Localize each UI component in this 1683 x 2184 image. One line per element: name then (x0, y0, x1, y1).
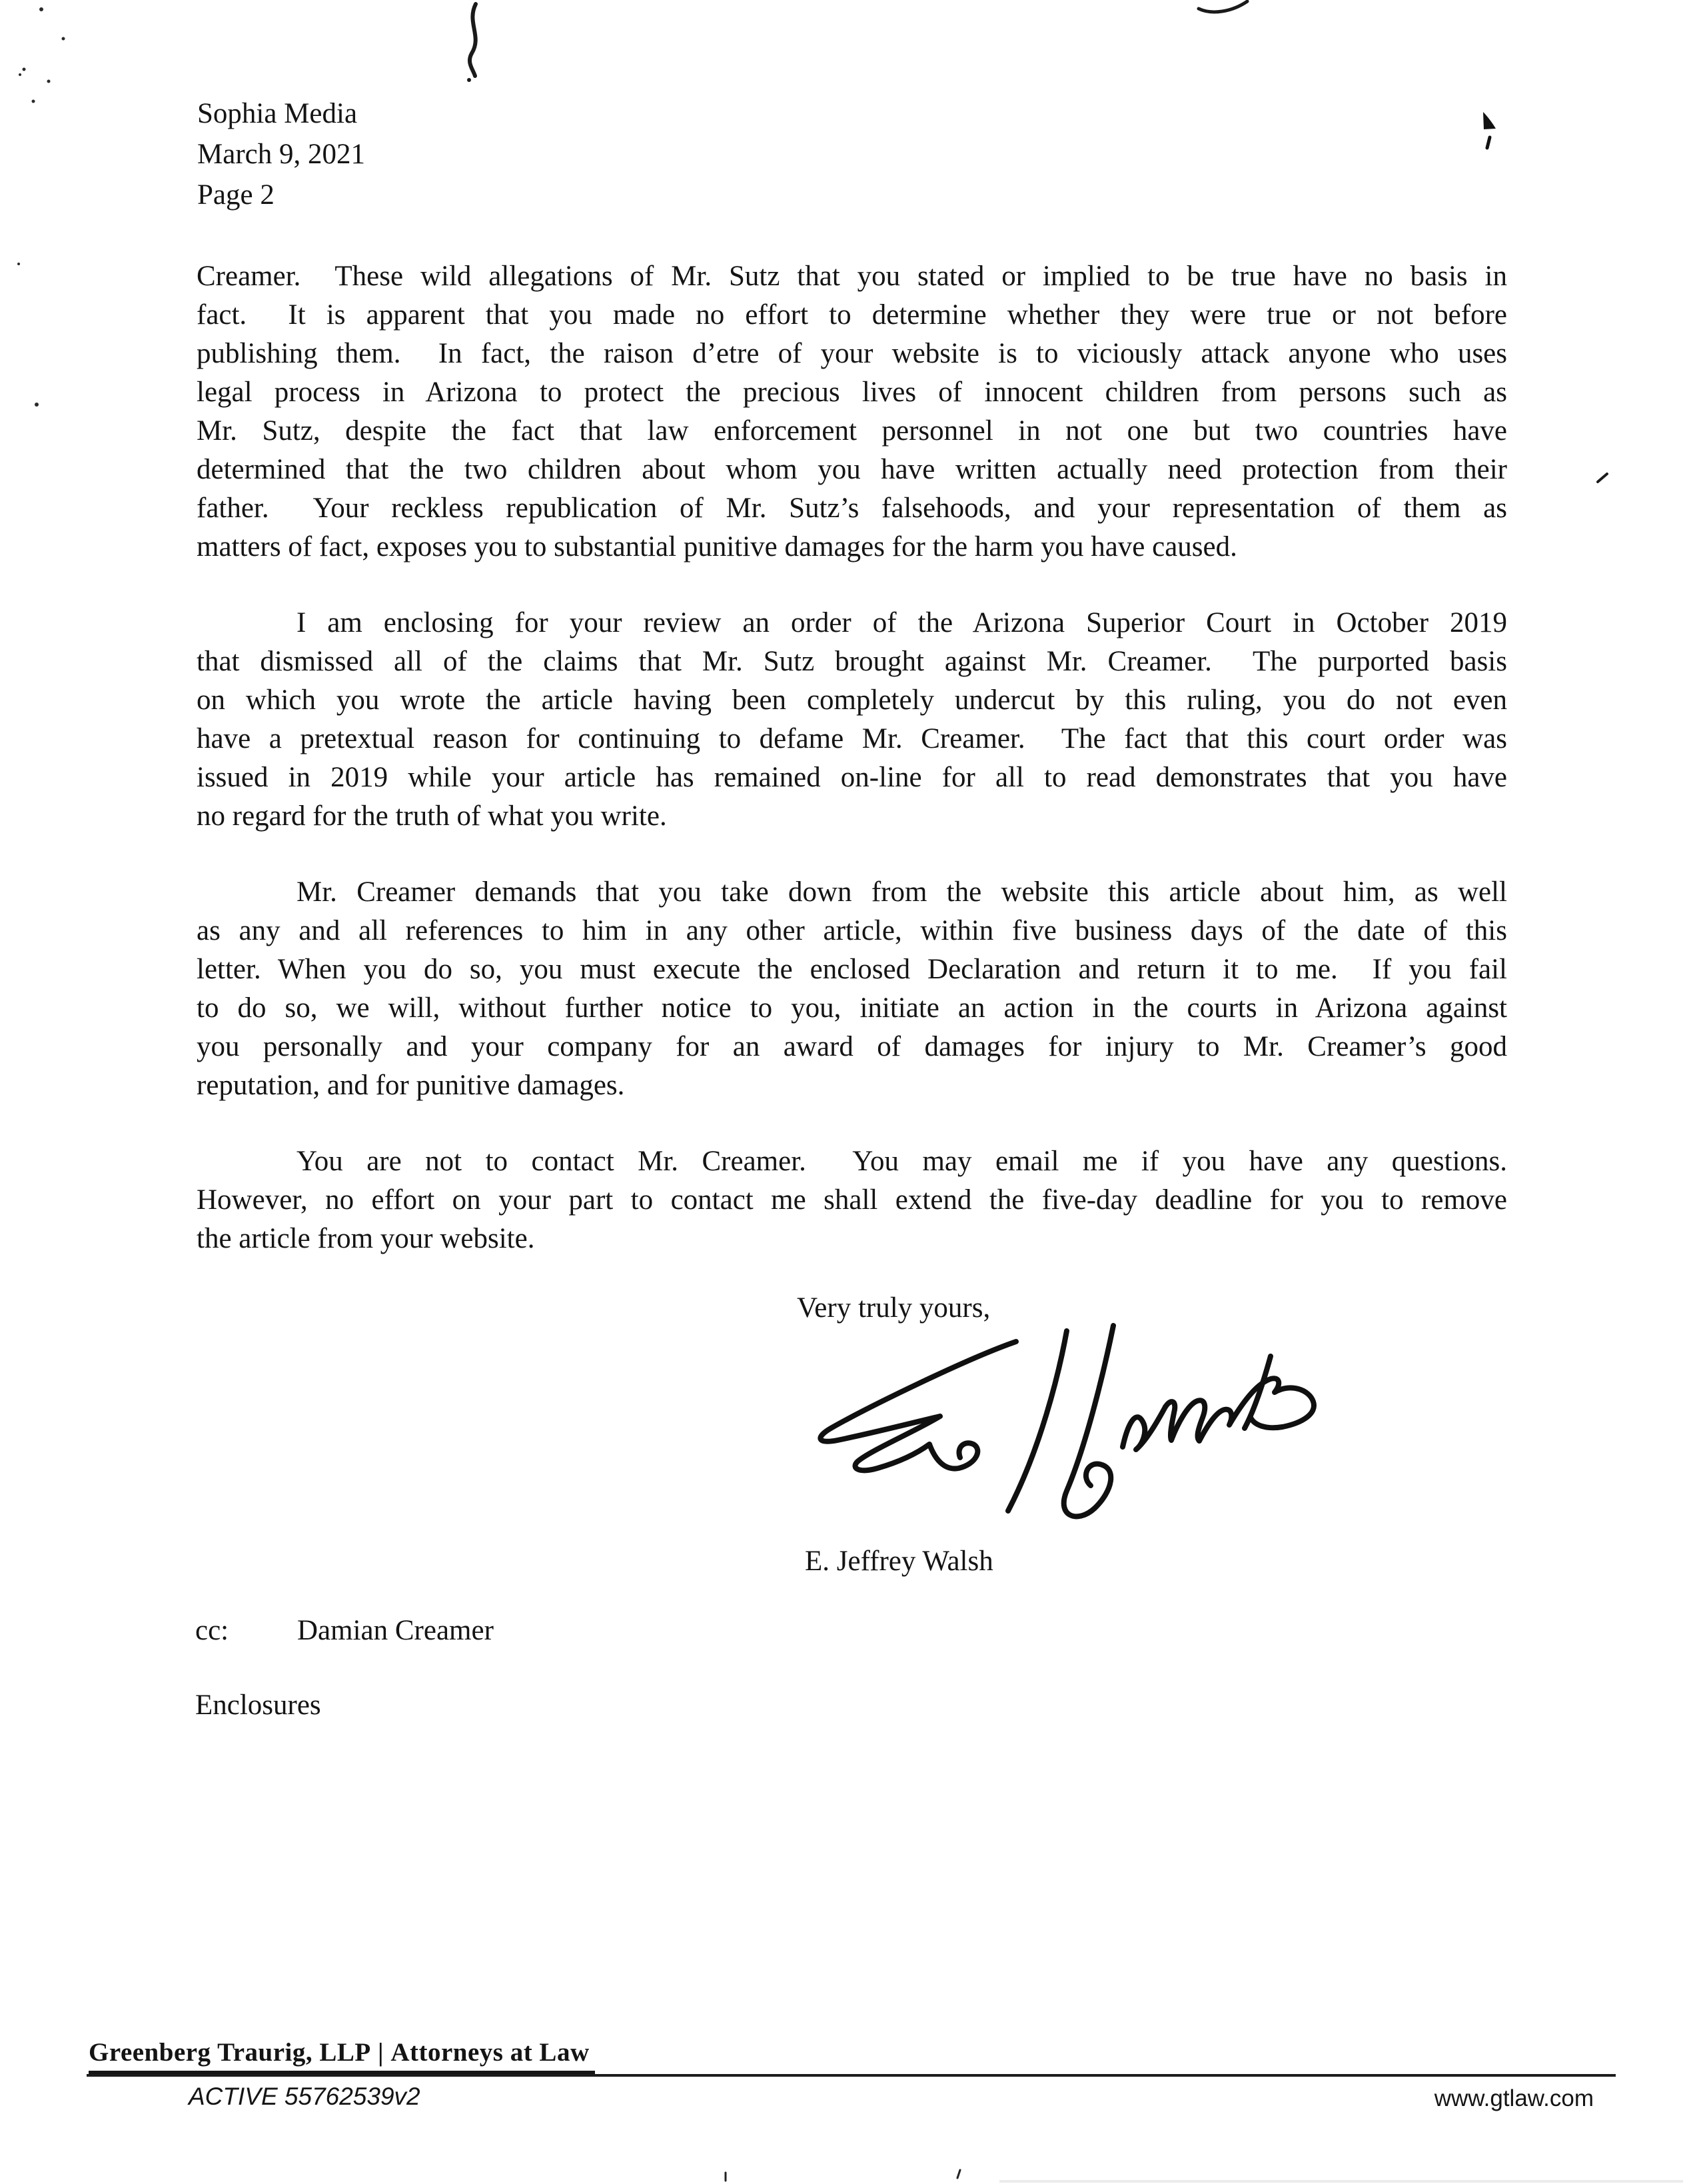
body-line: Creamer. These wild allegations of Mr. Sutz that you stated or implied to be true have no basis in (197, 261, 1507, 292)
letter-date: March 9, 2021 (197, 139, 365, 170)
footer-rule (87, 2074, 1616, 2077)
curve-mark (1199, 1, 1247, 12)
cc-label: cc: (195, 1615, 229, 1646)
body-line: no regard for the truth of what you write. (197, 800, 667, 832)
body-line: father. Your reckless republication of Mr. Sutz’s falsehoods, and your representation of them as (197, 493, 1507, 524)
body-line: I am enclosing for your review an order of the Arizona Superior Court in October 2019 (296, 607, 1507, 638)
body-line: to do so, we will, without further notice to you, initiate an action in the courts in Arizona against (197, 992, 1507, 1024)
body-line: However, no effort on your part to contact me shall extend the five-day deadline for you to remove (197, 1184, 1507, 1216)
signature-image (776, 1316, 1336, 1520)
body-line: as any and all references to him in any other article, within five business days of the date of this (197, 915, 1507, 946)
body-line: have a pretextual reason for continuing to defame Mr. Creamer. The fact that this court order was (197, 723, 1507, 754)
footer-firm-line (89, 2037, 595, 2074)
body-line: issued in 2019 while your article has remained on-line for all to read demonstrates that you have (197, 762, 1507, 793)
page-number: Page 2 (197, 179, 275, 211)
firm-website: www.gtlaw.com (1434, 2085, 1594, 2111)
body-line: You are not to contact Mr. Creamer. You may email me if you have any questions. (296, 1146, 1507, 1177)
body-line: legal process in Arizona to protect the precious lives of innocent children from persons such as (197, 377, 1507, 408)
body-line: matters of fact, exposes you to substantial punitive damages for the harm you have caused. (197, 531, 1237, 562)
body-line: reputation, and for punitive damages. (197, 1070, 625, 1101)
firm-separator: | (377, 2038, 384, 2067)
pen-squiggle-mark (470, 4, 476, 76)
body-line: determined that the two children about whom you have written actually need protection from their (197, 454, 1507, 485)
body-line: that dismissed all of the claims that Mr. Sutz brought against Mr. Creamer. The purported basis (197, 646, 1507, 677)
paragraph (197, 873, 1507, 1105)
recipient-name: Sophia Media (197, 98, 358, 129)
body-line: Mr. Creamer demands that you take down from the website this article about him, as well (296, 876, 1507, 908)
document-number: ACTIVE 55762539v2 (189, 2083, 420, 2110)
body-line: the article from your website. (197, 1223, 535, 1254)
firm-name: Greenberg Traurig, LLP (89, 2038, 371, 2067)
body-line: Mr. Sutz, despite the fact that law enforcement personnel in not one but two countries have (197, 415, 1507, 447)
body-line: letter. When you do so, you must execute the enclosed Declaration and return it to me. If you fail (197, 954, 1507, 985)
valediction: Very truly yours, (797, 1292, 991, 1324)
paragraph (197, 1142, 1507, 1258)
body-line: you personally and your company for an award of damages for injury to Mr. Creamer’s good (197, 1031, 1507, 1062)
arrowhead-mark (1483, 112, 1496, 129)
letter-body (197, 257, 1507, 1258)
firm-tagline: Attorneys at Law (390, 2038, 590, 2067)
body-line: on which you wrote the article having been completely undercut by this ruling, you do not even (197, 684, 1507, 716)
body-line: fact. It is apparent that you made no effort to determine whether they were true or not before (197, 299, 1507, 331)
letter-header (197, 93, 365, 215)
paragraph (197, 257, 1507, 566)
enclosures-label: Enclosures (195, 1689, 321, 1721)
signer-name: E. Jeffrey Walsh (805, 1546, 993, 1577)
paragraph (197, 604, 1507, 836)
cc-row (195, 1612, 494, 1650)
cc-name: Damian Creamer (297, 1615, 494, 1646)
scan-edge-shadow (999, 2180, 1683, 2183)
tick-mark (1598, 474, 1607, 482)
body-line: publishing them. In fact, the raison d’etre of your website is to viciously attack anyone who uses (197, 338, 1507, 369)
